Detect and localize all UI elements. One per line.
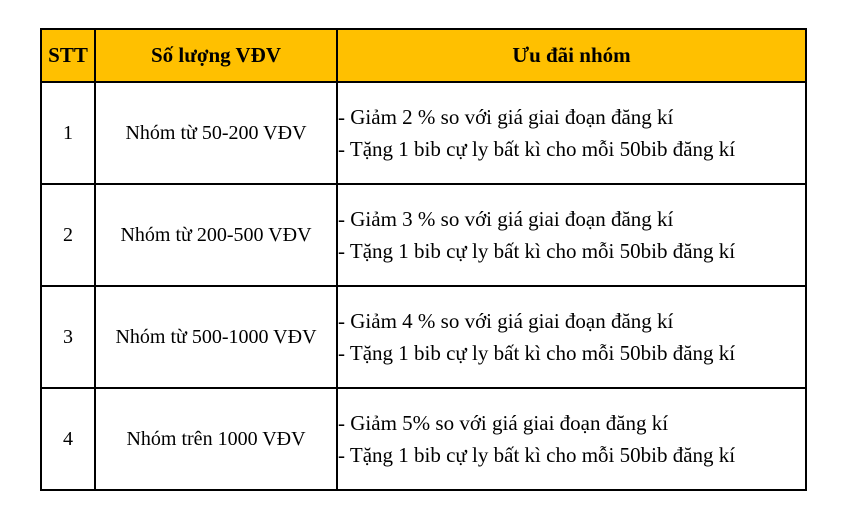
benefit-discount-line: - Giảm 2 % so với giá giai đoạn đăng kí [338,105,674,129]
group-size-cell: Nhóm từ 500-1000 VĐV [95,286,337,388]
table-row [41,286,806,388]
stt-cell: 2 [41,184,95,286]
benefit-bib-line: - Tặng 1 bib cự ly bất kì cho mỗi 50bib đăng kí [338,239,736,263]
group-size-cell: Nhóm từ 50-200 VĐV [95,82,337,184]
table-row [41,82,806,184]
stt-cell: 1 [41,82,95,184]
benefit-discount-line: - Giảm 3 % so với giá giai đoạn đăng kí [338,207,674,231]
table-row [41,388,806,490]
benefit-bib-line: - Tặng 1 bib cự ly bất kì cho mỗi 50bib đăng kí [338,341,736,365]
benefit-cell [337,82,806,184]
benefit-discount-line: - Giảm 4 % so với giá giai đoạn đăng kí [338,309,674,333]
group-offer-table [40,28,807,491]
benefit-bib-line: - Tặng 1 bib cự ly bất kì cho mỗi 50bib đăng kí [338,443,736,467]
benefit-cell [337,388,806,490]
table-header [41,29,806,82]
group-size-cell: Nhóm trên 1000 VĐV [95,388,337,490]
benefit-bib-line: - Tặng 1 bib cự ly bất kì cho mỗi 50bib đăng kí [338,137,736,161]
stt-cell: 4 [41,388,95,490]
stt-cell: 3 [41,286,95,388]
benefit-cell [337,184,806,286]
header-stt: STT [41,29,95,82]
table-body [41,82,806,490]
table-row [41,184,806,286]
header-group-size: Số lượng VĐV [95,29,337,82]
header-benefit: Ưu đãi nhóm [337,29,806,82]
benefit-cell [337,286,806,388]
benefit-discount-line: - Giảm 5% so với giá giai đoạn đăng kí [338,411,669,435]
group-size-cell: Nhóm từ 200-500 VĐV [95,184,337,286]
header-row [41,29,806,82]
